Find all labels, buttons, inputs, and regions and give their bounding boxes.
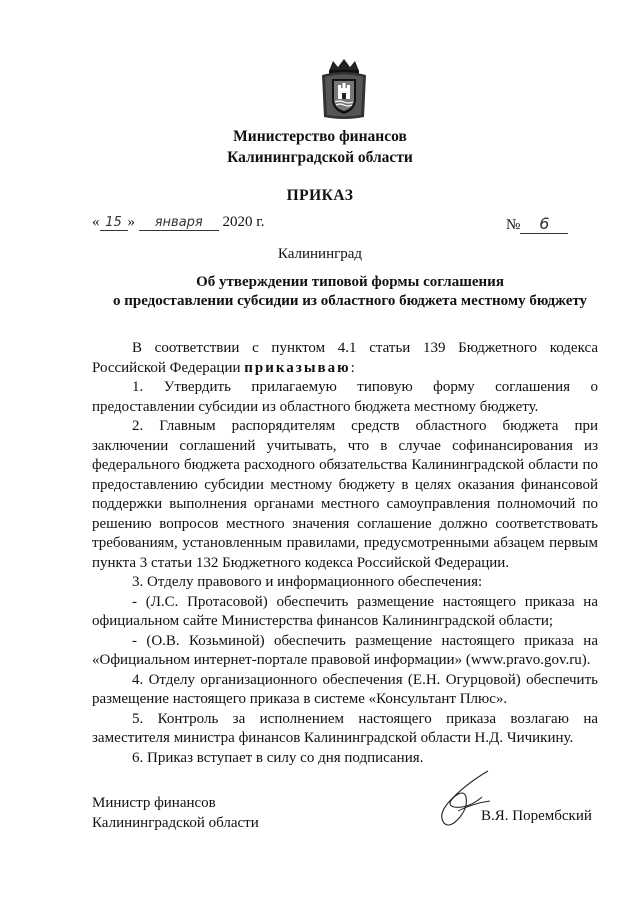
order-date: [92, 214, 264, 231]
number-label: №: [506, 217, 521, 233]
ministry-line-1: Министерство финансов: [233, 128, 407, 145]
preamble-text: В соответствии с пунктом 4.1 статьи 139 Бюджетного кодекса Российской Федерации: [92, 340, 598, 376]
preamble: [92, 339, 598, 378]
signatory-position: [92, 793, 259, 833]
clause-2: 2. Главным распорядителям средств областного бюджета при заключении соглашений учитывать, что в случае софинансирования из федерального бюджета расходного обязательства Калининградской области по предоставлению субсидии местному бюджету в целях оказания финансовой поддержки выполнения органами местного самоуправления полномочий по решению вопросов местного значения соглашение должно соответствовать требованиям, установленным правилами, предусмотренными абзацем первым пункта 3 статьи 132 Бюджетного кодекса Российской Федерации.: [92, 418, 598, 571]
position-line-1: Министр финансов: [92, 795, 216, 811]
preamble-colon: :: [350, 359, 355, 376]
ministry-line-2: Калининградской области: [227, 149, 413, 166]
clause-1: 1. Утвердить прилагаемую типовую форму соглашения о предоставлении субсидии из областного бюджета местному бюджету.: [92, 379, 598, 415]
clause-3b: - (О.В. Козьминой) обеспечить размещение настоящего приказа на «Официальном интернет-портале правовой информации» (www.pravo.gov.ru).: [92, 632, 598, 668]
clause-5: 5. Контроль за исполнением настоящего приказа возлагаю на заместителя министра финансов Калининградской области Н.Д. Чичикину.: [92, 710, 598, 746]
order-number: [506, 214, 568, 234]
clause-4: 4. Отделу организационного обеспечения (Е.Н. Огурцовой) обеспечить размещение настоящего приказа в системе «Консультант Плюс».: [92, 671, 598, 707]
document-body: [92, 339, 598, 768]
position-line-2: Калининградской области: [92, 815, 259, 831]
clause-6: 6. Приказ вступает в силу со дня подписания.: [132, 749, 424, 766]
signatory-name: В.Я. Порембский: [481, 808, 592, 824]
date-day: 15: [100, 215, 128, 231]
document-subject: [0, 273, 640, 311]
subject-line-2: о предоставлении субсидии из областного бюджета местному бюджету: [112, 293, 588, 309]
clause-3a: - (Л.С. Протасовой) обеспечить размещение настоящего приказа на официальном сайте Министерства финансов Калининградской области;: [92, 593, 598, 629]
subject-line-1: Об утверждении типовой формы соглашения: [196, 274, 504, 290]
number-value: 6: [520, 214, 568, 234]
city: Калининград: [277, 246, 363, 262]
date-close-quote: »: [127, 214, 135, 230]
ministry-name: [0, 126, 640, 168]
date-month: января: [139, 215, 219, 231]
document-title: ПРИКАЗ: [286, 187, 354, 204]
clause-3: 3. Отделу правового и информационного обеспечения:: [132, 574, 483, 590]
preamble-order-word: приказываю: [244, 359, 351, 376]
date-year: 2020 г.: [222, 214, 265, 230]
coat-of-arms-icon: [319, 57, 369, 123]
date-open-quote: «: [92, 214, 100, 230]
